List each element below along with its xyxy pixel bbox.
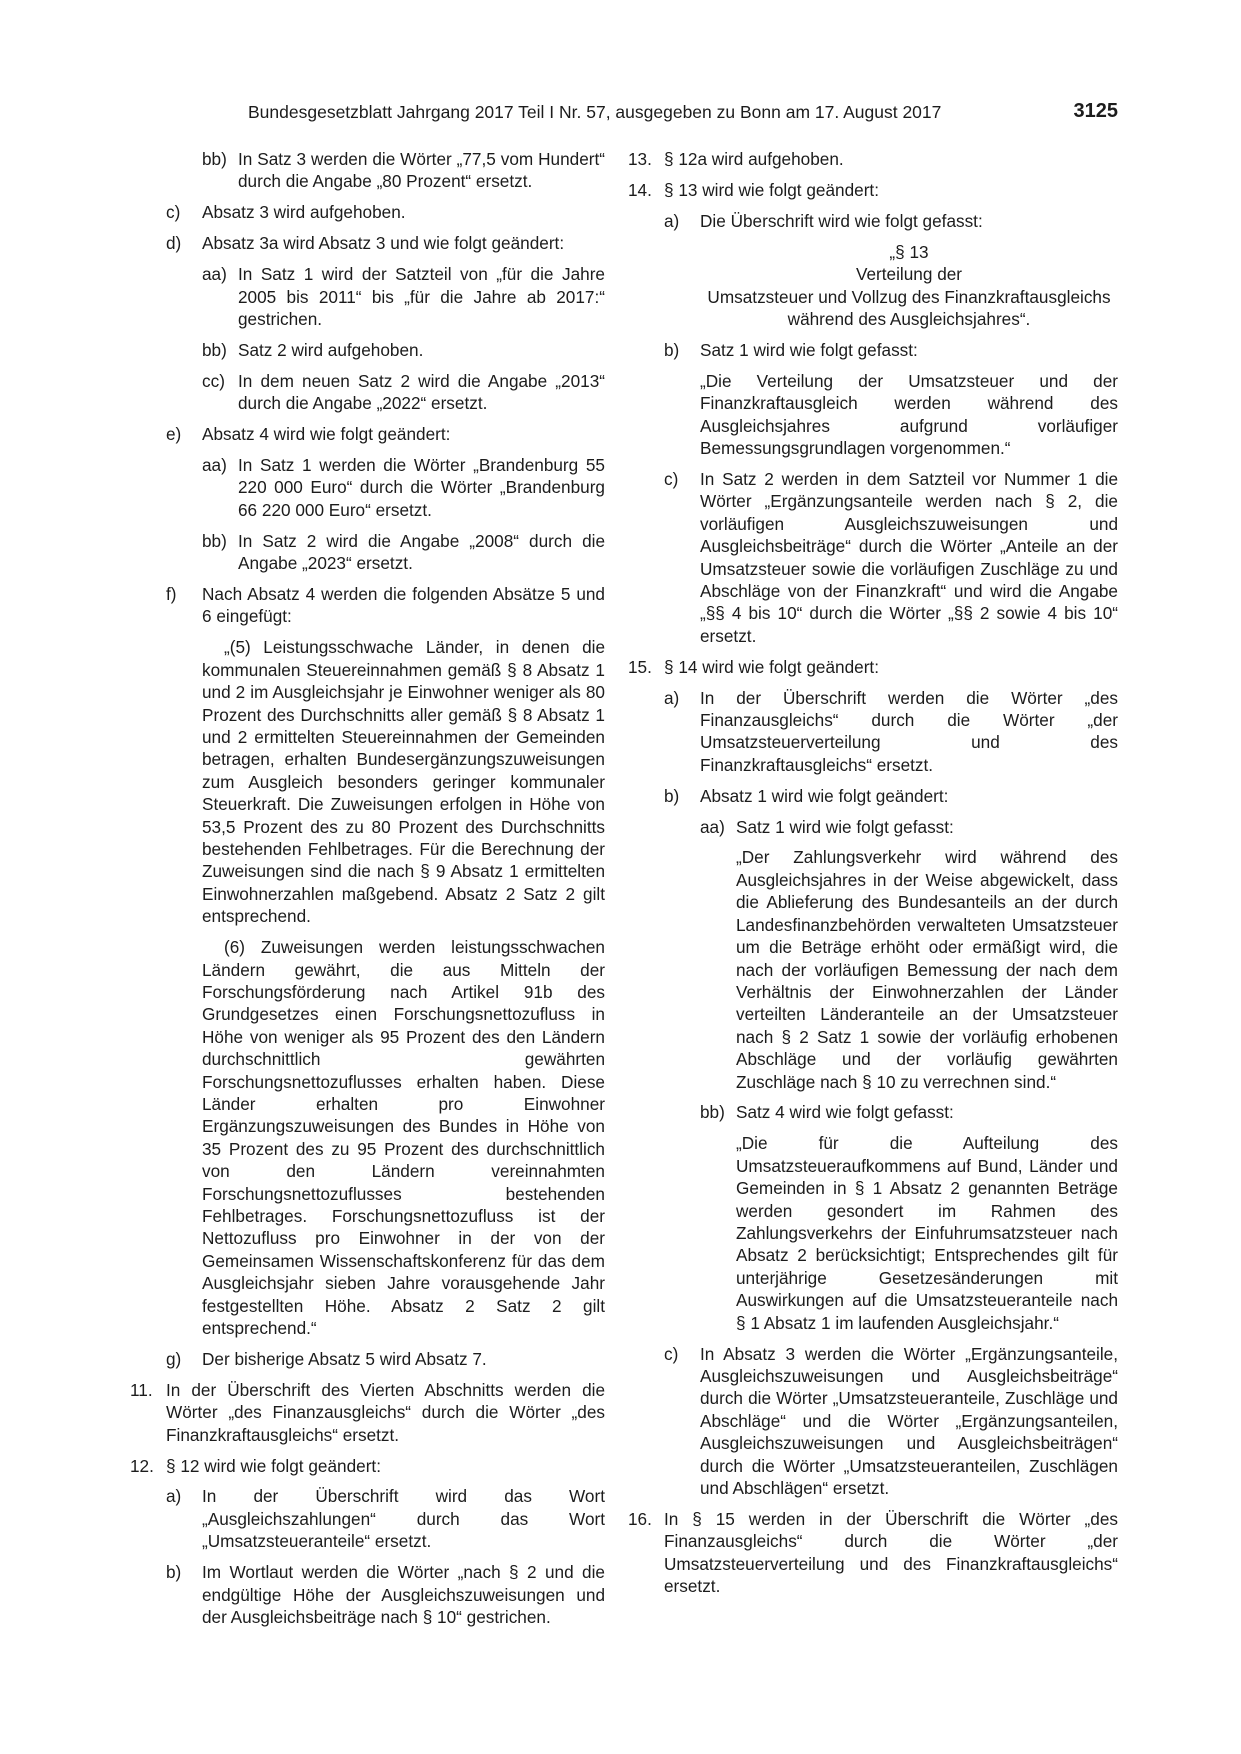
item-marker: cc) — [202, 370, 225, 391]
item-15-b — [664, 785, 1118, 807]
item-marker: 11. — [130, 1379, 153, 1400]
quoted-paragraph-5: „(5) Leistungsschwache Länder, in denen die kommunalen Steuereinnahmen gemäß § 8 Absatz 1 und 2 im Ausgleichsjahr je Einwohner weniger als 80 Prozent des Durchschnitts aller gemäß § 8 Absatz 1 und 2 ermittelten Steuereinnahmen der Gemeinden betragen, erhalten Bundesergänzungszuweisungen zum Ausgleich besonders geringer kommunaler Steuerkraft. Die Zuweisungen erfolgen in Höhe von 53,5 Prozent des zu 80 Prozent des Durchschnitts bestehenden Fehlbetrages. Für die Berechnung der Zuweisungen sind die nach § 9 Absatz 1 ermittelten Einwohnerzahlen maßgebend. Absatz 2 Satz 2 gilt entsprechend. — [202, 637, 605, 927]
item-text: In dem neuen Satz 2 wird die Angabe „2013“ durch die Angabe „2022“ ersetzt. — [238, 370, 605, 414]
item-14-a — [664, 210, 1118, 232]
heading-line-1: Verteilung der — [855, 264, 963, 285]
item-12 — [130, 1455, 605, 1477]
item-marker: f) — [166, 584, 177, 604]
item-marker: e) — [166, 424, 182, 445]
left-column — [130, 148, 605, 1637]
item-marker: 12. — [130, 1455, 154, 1476]
item-14-c — [664, 468, 1118, 647]
item-d-cc — [202, 370, 605, 415]
item-marker: aa) — [700, 816, 725, 837]
item-marker: b) — [664, 339, 680, 360]
item-g — [166, 1348, 605, 1370]
item-text: In Satz 2 werden in dem Satzteil vor Nummer 1 die Wörter „Ergänzungsanteile werden nach § 2, die vorläufigen Ausgleichszuweisungen und Ausgleichsbeiträge“ durch die Wörter „Anteile an der Umsatzsteuer sowie die vorläufigen Zuschläge zu und Abschläge von der Finanzkraft“ und wird die Angabe „§§ 4 bis 10“ durch die Wörter „§§ 2 sowie 4 bis 10“ ersetzt. — [700, 468, 1118, 646]
item-marker: aa) — [202, 264, 227, 285]
item-15 — [628, 656, 1118, 678]
item-15-b-bb — [700, 1101, 1118, 1123]
header-title: Bundesgesetzblatt Jahrgang 2017 Teil I Nr. 57, ausgegeben zu Bonn am 17. August 2017 — [248, 102, 942, 122]
item-e — [166, 423, 605, 445]
item-text: Absatz 3a wird Absatz 3 und wie folgt geändert: — [202, 233, 565, 254]
item-text: Die Überschrift wird wie folgt gefasst: — [700, 210, 983, 231]
item-d-bb — [202, 339, 605, 361]
item-text: § 12a wird aufgehoben. — [664, 149, 844, 169]
item-f — [166, 583, 605, 628]
item-marker: b) — [664, 785, 680, 806]
item-marker: bb) — [202, 530, 227, 551]
quoted-paragraph-6: (6) Zuweisungen werden leistungsschwachen Ländern gewährt, die aus Mitteln der Forschungsförderung nach Artikel 91b des Grundgesetzes einen Forschungsnettozufluss in Höhe von weniger als 95 Prozent des den Ländern durchschnittlich gewährten Forschungsnettozuflusses erhalten haben. Diese Länder erhalten pro Einwohner Ergänzungszuweisungen des Bundes in Höhe von 35 Prozent des zu 95 Prozent des durchschnittlich von den Ländern vereinnahmten Forschungsnettozuflusses bestehenden Fehlbetrages. Forschungsnettozufluss ist der Nettozufluss pro Einwohner in der von der Gemeinsamen Wissenschaftskonferenz für das dem Ausgleichsjahr sieben Jahre vorausgehende Jahr festgestellten Höhe. Absatz 2 Satz 2 gilt entsprechend.“ — [202, 937, 605, 1338]
item-text: Der bisherige Absatz 5 wird Absatz 7. — [202, 1348, 487, 1369]
item-c — [166, 201, 605, 223]
quoted-sentence-15-b-bb: „Die für die Aufteilung des Umsatzsteueraufkommens auf Bund, Länder und Gemeinden in § 1 Absatz 2 genannten Beträge werden gesondert im Rahmen des Zahlungsverkehrs der Einfuhrumsatzsteuer nach Absatz 2 berücksichtigt; Entsprechendes gilt für unterjährige Gesetzesänderungen mit Auswirkungen auf die Umsatzsteueranteile nach § 1 Absatz 1 im laufenden Ausgleichsjahr.“ — [736, 1133, 1118, 1333]
page-number: 3125 — [1073, 100, 1118, 122]
item-text: Absatz 1 wird wie folgt geändert: — [700, 785, 949, 806]
item-12-a — [166, 1485, 605, 1552]
heading-line-2: Umsatzsteuer und Vollzug des Finanzkraftausgleichs während des Ausgleichsjahres“. — [707, 286, 1111, 329]
item-marker: 13. — [628, 149, 652, 169]
heading-section-number: „§ 13 — [889, 241, 929, 262]
item-marker: d) — [166, 233, 182, 254]
item-text: Satz 2 wird aufgehoben. — [238, 339, 424, 360]
item-marker: a) — [664, 687, 680, 708]
item-marker: a) — [664, 210, 680, 231]
item-text: Im Wortlaut werden die Wörter „nach § 2 und die endgültige Höhe der Ausgleichszuweisungen und der Ausgleichsbeiträge nach § 10“ gestrichen. — [202, 1562, 605, 1627]
item-marker: c) — [664, 468, 679, 489]
item-16 — [628, 1508, 1118, 1598]
item-text: In Satz 1 werden die Wörter „Brandenburg 55 220 000 Euro“ durch die Wörter „Brandenburg 66 220 000 Euro“ ersetzt. — [238, 454, 605, 520]
item-marker: bb) — [202, 339, 227, 360]
item-12-b — [166, 1561, 605, 1628]
item-text: In Satz 3 werden die Wörter „77,5 vom Hundert“ durch die Angabe „80 Prozent“ ersetzt. — [238, 149, 605, 192]
quoted-sentence-15-b-aa: „Der Zahlungsverkehr wird während des Ausgleichsjahres in der Weise abgewickelt, dass die Ablieferung des Bundesanteils an der durch Landesfinanzbehörden verwalteten Umsatzsteuer um die Beträge erhöht oder ermäßigt wird, die nach der vorläufigen Bemessung der nach dem Verhältnis der Einwohnerzahlen der Länder verteilten Länderanteile an der Umsatzsteuer nach § 2 Satz 1 sowie der vorläufig erhobenen Abschläge und der vorläufig gewährten Zuschläge nach § 10 zu verrechnen sind.“ — [736, 847, 1118, 1092]
page-header — [248, 100, 1118, 130]
item-d-aa — [202, 263, 605, 330]
item-text: In der Überschrift wird das Wort „Ausgleichszahlungen“ durch das Wort „Umsatzsteueranteile“ ersetzt. — [202, 1486, 605, 1552]
item-text: In der Überschrift werden die Wörter „des Finanzausgleichs“ durch die Wörter „der Umsatzsteuerverteilung und des Finanzkraftausgleichs“ ersetzt. — [700, 687, 1118, 775]
item-d — [166, 232, 605, 254]
item-marker: aa) — [202, 454, 227, 475]
item-14 — [628, 179, 1118, 201]
item-text: Nach Absatz 4 werden die folgenden Absätze 5 und 6 eingefügt: — [202, 584, 605, 627]
item-14-b — [664, 339, 1118, 361]
item-15-a — [664, 687, 1118, 777]
item-marker: bb) — [700, 1102, 725, 1123]
quoted-sentence-14-b: „Die Verteilung der Umsatzsteuer und der Finanzkraftausgleich werden während des Ausgleichsjahres aufgrund vorläufiger Bemessungsgrundlagen vorgenommen.“ — [700, 370, 1118, 458]
item-marker: bb) — [202, 149, 227, 169]
item-text: Satz 1 wird wie folgt gefasst: — [700, 339, 918, 360]
item-text: Satz 1 wird wie folgt gefasst: — [736, 816, 954, 837]
item-marker: c) — [166, 202, 181, 223]
item-marker: 16. — [628, 1508, 652, 1529]
item-text: § 14 wird wie folgt geändert: — [664, 656, 879, 677]
item-text: § 13 wird wie folgt geändert: — [664, 179, 879, 200]
item-marker: b) — [166, 1562, 182, 1583]
item-marker: 14. — [628, 179, 652, 200]
item-text: In Absatz 3 werden die Wörter „Ergänzungsanteile, Ausgleichszuweisungen und Ausgleichsbeiträge“ durch die Wörter „Umsatzsteueranteile, Zuschläge und Abschläge“ und die Wörter „Ergänzungsanteilen, Ausgleichszuweisungen und Ausgleichsbeiträgen“ durch die Wörter „Umsatzsteueranteilen, Zuschlägen und Abschlägen“ ersetzt. — [700, 1343, 1118, 1498]
item-text: § 12 wird wie folgt geändert: — [166, 1455, 381, 1476]
item-text: In Satz 1 wird der Satzteil von „für die Jahre 2005 bis 2011“ bis „für die Jahre ab 2017:“ gestrichen. — [238, 264, 605, 329]
item-bb — [202, 148, 605, 193]
item-marker: c) — [664, 1343, 679, 1364]
item-marker: a) — [166, 1486, 182, 1507]
item-marker: 15. — [628, 656, 652, 677]
item-11 — [130, 1379, 605, 1446]
item-text: Absatz 4 wird wie folgt geändert: — [202, 424, 451, 445]
item-text: In § 15 werden in der Überschrift die Wörter „des Finanzausgleichs“ durch die Wörter „der Umsatzsteuerverteilung und des Finanzkraftausgleichs“ ersetzt. — [664, 1508, 1118, 1597]
item-text: Absatz 3 wird aufgehoben. — [202, 202, 406, 223]
right-column — [628, 148, 1118, 1606]
item-15-b-aa — [700, 816, 1118, 838]
item-text: Satz 4 wird wie folgt gefasst: — [736, 1102, 954, 1123]
item-13 — [628, 148, 1118, 170]
new-section-heading — [700, 241, 1118, 331]
item-e-aa — [202, 454, 605, 521]
item-marker: g) — [166, 1348, 182, 1369]
item-text: In Satz 2 wird die Angabe „2008“ durch die Angabe „2023“ ersetzt. — [238, 530, 605, 574]
item-e-bb — [202, 530, 605, 575]
item-text: In der Überschrift des Vierten Abschnitts werden die Wörter „des Finanzausgleichs“ durch die Wörter „des Finanzkraftausgleichs“ ersetzt. — [166, 1379, 605, 1445]
item-15-c — [664, 1343, 1118, 1500]
